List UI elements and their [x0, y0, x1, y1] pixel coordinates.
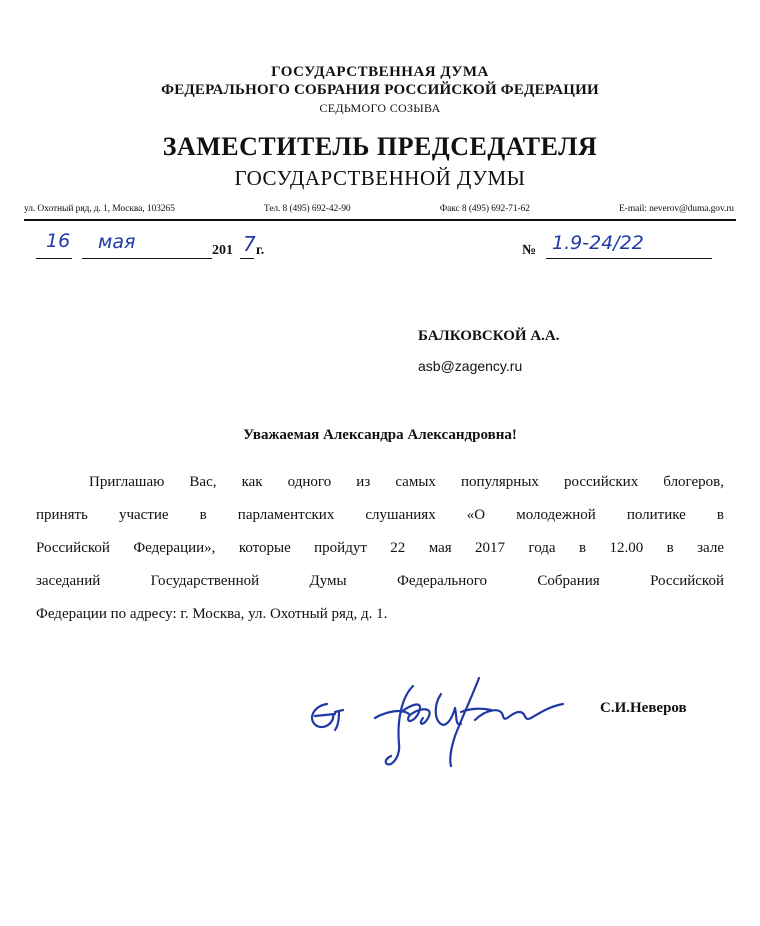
contact-email: E-mail: neverov@duma.gov.ru — [619, 204, 734, 214]
org-line-1: ГОСУДАРСТВЕННАЯ ДУМА — [271, 64, 489, 80]
letter-body — [36, 466, 724, 631]
date-year-prefix: 201 — [212, 243, 233, 258]
salutation: Уважаемая Александра Александровна! — [243, 427, 517, 443]
number-label: № — [522, 243, 537, 258]
contact-fax: Факс 8 (495) 692-71-62 — [439, 204, 530, 214]
date-month: мая — [98, 231, 136, 253]
recipient-email: asb@zagency.ru — [418, 358, 523, 374]
recipient-name: БАЛКОВСКОЙ А.А. — [418, 328, 560, 344]
letterhead-subtitle: ГОСУДАРСТВЕННОЙ ДУМЫ — [234, 166, 526, 190]
body-line: Российской Федерации», которые пройдут 22 мая 2017 года в 12.00 в зале — [36, 540, 724, 556]
contact-phone: Тел. 8 (495) 692-42-90 — [263, 204, 351, 214]
date-day-underline — [36, 258, 72, 259]
contact-line — [24, 204, 734, 214]
body-line: Федерации по адресу: г. Москва, ул. Охотный ряд, д. 1. — [36, 606, 388, 622]
body-line: заседаний Государственной Думы Федерального Собрания Российской — [36, 573, 724, 589]
date-year-digit: 7 — [243, 232, 256, 256]
date-day: 16 — [46, 230, 71, 252]
body-line: Приглашаю Вас, как одного из самых популярных российских блогеров, — [89, 474, 724, 490]
header-divider — [24, 219, 736, 221]
number-underline — [546, 258, 712, 259]
letterhead-title: ЗАМЕСТИТЕЛЬ ПРЕДСЕДАТЕЛЯ — [162, 132, 598, 161]
handwritten-signature — [305, 672, 575, 772]
org-line-2: ФЕДЕРАЛЬНОГО СОБРАНИЯ РОССИЙСКОЙ ФЕДЕРАЦИИ — [161, 82, 599, 98]
document-number: 1.9-24/22 — [552, 232, 644, 254]
date-year-underline — [240, 258, 254, 259]
signer-name: С.И.Неверов — [600, 700, 687, 716]
date-month-underline — [82, 258, 212, 259]
org-line-3: СЕДЬМОГО СОЗЫВА — [319, 101, 441, 115]
body-line: принять участие в парламентских слушаниях «О молодежной политике в — [36, 507, 724, 523]
date-year-suffix: г. — [256, 243, 265, 258]
contact-address: ул. Охотный ряд, д. 1, Москва, 103265 — [24, 204, 175, 214]
